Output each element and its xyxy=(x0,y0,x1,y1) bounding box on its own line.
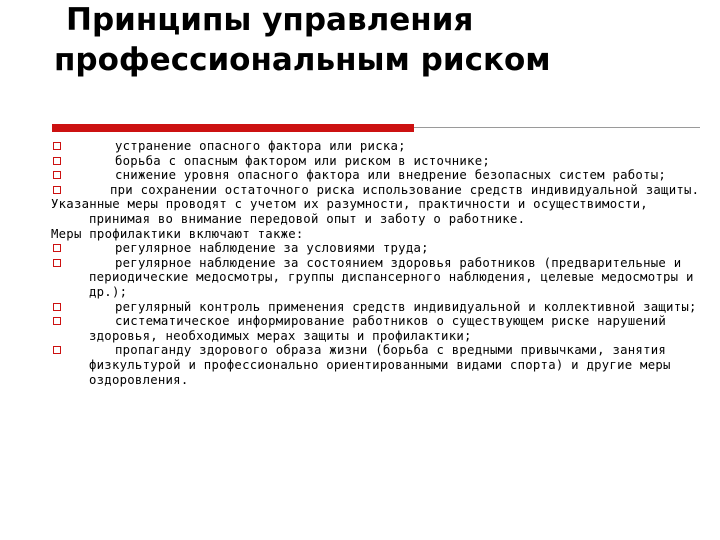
list-item xyxy=(51,256,716,300)
list-item-text: регулярное наблюдение за состоянием здоровья работников (предварительные и периодические медосмотры, группы диспансерного наблюдения, целевые медосмотры и др.); xyxy=(89,255,694,299)
title-accent-bar xyxy=(52,124,414,132)
list-item-text: пропаганду здорового образа жизни (борьба с вредными привычками, занятия физкультурой и профессионально ориентированными видами спорта) и другие меры оздоровления. xyxy=(89,343,671,387)
list-item xyxy=(51,154,716,169)
hollow-square-bullet-icon xyxy=(53,142,61,150)
hollow-square-bullet-icon xyxy=(53,186,61,194)
hollow-square-bullet-icon xyxy=(53,244,61,252)
list-item xyxy=(51,139,716,154)
list-item-text: регулярный контроль применения средств индивидуальной и коллективной защиты; xyxy=(115,299,697,314)
list-item xyxy=(51,168,716,183)
title-line-2: профессиональным риском xyxy=(54,42,551,78)
list-item xyxy=(51,183,716,198)
slide-body xyxy=(51,139,716,387)
list-item xyxy=(51,241,716,256)
title-line-1: Принципы управления xyxy=(66,2,474,38)
slide-title xyxy=(54,0,694,80)
hollow-square-bullet-icon xyxy=(53,157,61,165)
hollow-square-bullet-icon xyxy=(53,346,61,354)
list-item-text: систематическое информирование работников о существующем риске нарушений здоровья, необходимых мерах защиты и профилактики; xyxy=(89,314,667,343)
list-item-text: устранение опасного фактора или риска; xyxy=(115,139,406,153)
list-item xyxy=(51,300,716,315)
hollow-square-bullet-icon xyxy=(53,317,61,325)
title-divider-line xyxy=(414,127,700,128)
list-item xyxy=(51,314,716,343)
hollow-square-bullet-icon xyxy=(53,259,61,267)
hollow-square-bullet-icon xyxy=(53,303,61,311)
hollow-square-bullet-icon xyxy=(53,171,61,179)
list-item-text: при сохранении остаточного риска использование средств индивидуальной защиты. xyxy=(110,182,700,197)
list-item xyxy=(51,343,716,387)
list-item-text: борьба с опасным фактором или риском в источнике; xyxy=(115,153,491,168)
prevention-intro: Меры профилактики включают также: xyxy=(51,226,304,241)
list-item-text: снижение уровня опасного фактора или внедрение безопасных систем работы; xyxy=(115,168,667,183)
measures-paragraph: Указанные меры проводят с учетом их разумности, практичности и осуществимости, принимая во внимание передовой опыт и заботу о работнике. xyxy=(51,197,648,226)
list-item-text: регулярное наблюдение за условиями труда; xyxy=(115,241,429,256)
